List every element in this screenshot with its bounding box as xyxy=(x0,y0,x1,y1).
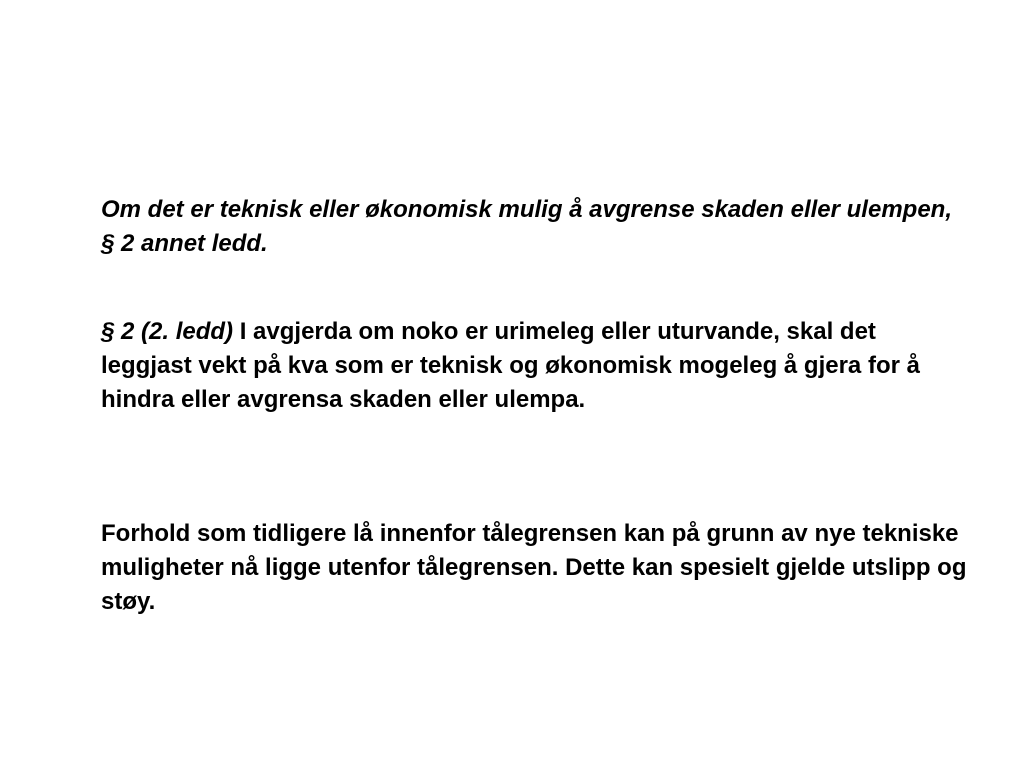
paragraph-text: I avgjerda om noko er urimeleg eller uturvande, skal det leggjast vekt på kva som er teknisk og økonomisk mogeleg å gjera for å hindra eller avgrensa skaden eller ulempa. xyxy=(101,318,920,413)
paragraph-economic-possibility xyxy=(101,193,971,261)
paragraph-text: Forhold som tidligere lå innenfor tålegrensen kan på grunn av nye tekniske muligheter nå ligge utenfor tålegrensen. Dette kan spesielt gjelde utslipp og støy. xyxy=(101,520,967,615)
law-reference: § 2 (2. ledd) xyxy=(101,318,234,345)
paragraph-law-quote xyxy=(101,315,971,417)
paragraph-tolerance-limit xyxy=(101,517,971,619)
paragraph-text: Om det er teknisk eller økonomisk mulig å avgrense skaden eller ulempen, § 2 annet ledd. xyxy=(101,196,952,257)
